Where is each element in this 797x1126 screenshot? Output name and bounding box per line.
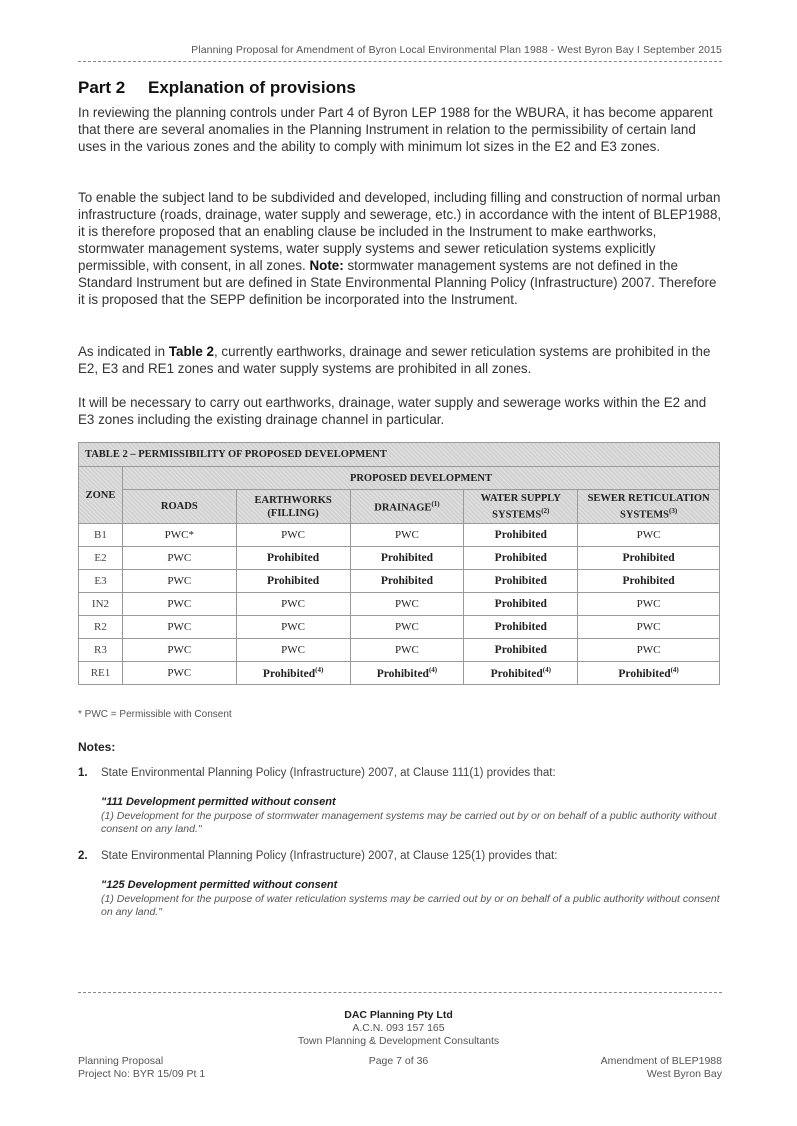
table-cell — [236, 547, 350, 570]
note-2-number: 2. — [78, 850, 88, 862]
cell-value: Prohibited — [376, 667, 429, 680]
table-cell — [578, 570, 720, 593]
paragraph-1: In reviewing the planning controls under Part 4 of Byron LEP 1988 for the WBURA, it has become apparent that there are several anomalies in the Planning Instrument in relation to the permissibility of certain land uses in the various zones and the ability to comply with minimum lot sizes in the E2 and E3 zones. — [78, 105, 713, 154]
paragraph-2-text: To enable the subject land to be subdivided and developed, including filling and construction of normal urban infrastructure (roads, drainage, water supply and sewerage, etc.) in accordance with the intent of BLEP1988, it is therefore proposed that an enabling clause be included in the Instrument to make earthworks, stormwater management systems, water supply systems and sewer reticulation systems explicitly permissible, with consent, in all zones. — [78, 190, 722, 273]
table-cell — [350, 593, 464, 616]
cell-value: PWC — [636, 529, 661, 541]
cell-value: Prohibited — [494, 575, 547, 587]
table-cell — [464, 524, 578, 547]
column-header-sup: (1) — [431, 500, 440, 509]
table-title: TABLE 2 – PERMISSIBILITY OF PROPOSED DEVELOPMENT — [79, 443, 720, 467]
column-header-sup: (3) — [669, 506, 678, 515]
paragraph-3-lead: As indicated in — [78, 344, 166, 359]
note-label: Note: — [309, 258, 344, 273]
note-1-number: 1. — [78, 767, 88, 779]
cell-value: PWC — [636, 598, 661, 610]
cell-footnote-ref: (4) — [315, 666, 324, 675]
footer-tagline: Town Planning & Development Consultants — [297, 1035, 500, 1047]
cell-value: Prohibited — [494, 621, 547, 633]
cell-value: PWC — [636, 621, 661, 633]
cell-footnote-ref: (4) — [428, 666, 438, 675]
table-cell — [578, 524, 720, 547]
table-cell — [350, 547, 464, 570]
note-1-quote-body: (1) Development for the purpose of stormwater management systems may be carried out by or on behalf of a public authority without consent on any land." — [101, 810, 717, 835]
table-cell — [350, 639, 464, 662]
footer-company: DAC Planning Pty Ltd — [344, 1009, 453, 1021]
footer-divider — [78, 992, 722, 993]
table-cell — [578, 547, 720, 570]
table-cell — [122, 639, 236, 662]
footer-amendment: Amendment of BLEP1988 — [600, 1055, 722, 1067]
column-header — [578, 490, 720, 524]
cell-value: PWC — [281, 621, 306, 633]
table-cell — [236, 616, 350, 639]
footer-project-no: Project No: BYR 15/09 Pt 1 — [78, 1068, 206, 1080]
table-cell — [236, 524, 350, 547]
table-cell — [122, 570, 236, 593]
table-cell — [122, 662, 236, 685]
table-body — [79, 524, 720, 685]
header-divider — [78, 61, 722, 62]
section-title — [78, 78, 356, 98]
cell-value: PWC — [395, 621, 419, 633]
column-header-sup: (2) — [541, 506, 550, 515]
column-header — [350, 490, 464, 524]
table-cell — [578, 662, 720, 685]
column-header-label: SEWER RETICULATION SYSTEMS — [587, 492, 710, 521]
table-footnote: * PWC = Permissible with Consent — [78, 709, 232, 720]
table-cell — [122, 524, 236, 547]
table-cell — [464, 547, 578, 570]
zone-cell: E2 — [79, 547, 123, 570]
column-header-label: EARTHWORKS (FILLING) — [254, 494, 332, 519]
note-1-text: State Environmental Planning Policy (Infrastructure) 2007, at Clause 111(1) provides that: — [101, 767, 556, 779]
section-heading: Explanation of provisions — [148, 78, 356, 97]
footer-doc-type: Planning Proposal — [78, 1055, 164, 1067]
cell-value: PWC — [167, 598, 192, 610]
footer-location: West Byron Bay — [646, 1068, 722, 1080]
cell-value: Prohibited — [494, 529, 547, 541]
paragraph-3 — [78, 343, 723, 377]
cell-value: PWC — [281, 598, 306, 610]
zone-header: ZONE — [79, 467, 123, 524]
zone-cell: R3 — [79, 639, 123, 662]
cell-value: PWC — [281, 644, 306, 656]
table-row — [79, 639, 720, 662]
cell-value: Prohibited — [267, 575, 320, 587]
cell-value: Prohibited — [494, 552, 547, 564]
group-header: PROPOSED DEVELOPMENT — [122, 467, 719, 490]
note-2-text: State Environmental Planning Policy (Infrastructure) 2007, at Clause 125(1) provides that: — [101, 850, 558, 862]
zone-cell: IN2 — [79, 593, 123, 616]
table-row — [79, 570, 720, 593]
footer-acn: A.C.N. 093 157 165 — [352, 1022, 445, 1034]
cell-footnote-ref: (4) — [542, 666, 551, 675]
table-row — [79, 524, 720, 547]
paragraph-2-note: stormwater management systems are not defined in the Standard Instrument but are defined in State Environmental Planning Policy (Infrastructure) 2007. Therefore it is proposed that the SEPP definition be incorporated into the Instrument. — [78, 258, 717, 307]
cell-value: Prohibited — [618, 667, 671, 680]
cell-value: Prohibited — [262, 667, 316, 680]
column-header — [122, 490, 236, 524]
cell-value: PWC — [395, 644, 419, 656]
table-cell — [350, 570, 464, 593]
table-cell — [236, 639, 350, 662]
table-cell — [122, 616, 236, 639]
table-cell — [122, 547, 236, 570]
table-row — [79, 662, 720, 685]
cell-value: Prohibited — [622, 575, 675, 587]
column-header-label: WATER SUPPLY SYSTEMS — [480, 492, 561, 521]
zone-cell: B1 — [79, 524, 123, 547]
table-cell — [578, 616, 720, 639]
cell-value: PWC — [281, 529, 306, 541]
zone-cell: R2 — [79, 616, 123, 639]
table-cell — [464, 639, 578, 662]
table-reference: Table 2 — [168, 344, 214, 359]
table-cell — [464, 616, 578, 639]
cell-value: Prohibited — [490, 667, 543, 680]
cell-value: PWC — [167, 621, 192, 633]
table-cell — [122, 593, 236, 616]
section-number: Part 2 — [78, 78, 126, 97]
table-cell — [236, 593, 350, 616]
cell-value: PWC — [167, 644, 192, 656]
table-cell — [464, 593, 578, 616]
cell-value: PWC — [395, 529, 419, 541]
paragraph-3-text: , currently earthworks, drainage and sewer reticulation systems are prohibited in the E2, E3 and RE1 zones and water supply systems are prohibited in all zones. — [78, 344, 711, 376]
column-header-label: ROADS — [160, 501, 198, 512]
table-row — [79, 547, 720, 570]
paragraph-2 — [78, 189, 723, 308]
column-header — [464, 490, 578, 524]
column-header — [236, 490, 350, 524]
cell-value: PWC* — [164, 529, 194, 541]
column-header-label: DRAINAGE — [374, 502, 432, 514]
table-row — [79, 616, 720, 639]
note-1-quote-heading: "111 Development permitted without consent — [101, 796, 336, 808]
table-cell — [350, 616, 464, 639]
note-2-quote-body: (1) Development for the purpose of water reticulation systems may be carried out by or on behalf of a public authority without consent on any land." — [101, 893, 720, 918]
cell-value: PWC — [167, 667, 192, 679]
running-header: Planning Proposal for Amendment of Byron Local Environmental Plan 1988 - West Byron Bay I September 2015 — [191, 44, 722, 56]
table-cell — [578, 593, 720, 616]
cell-value: Prohibited — [267, 552, 320, 564]
cell-value: Prohibited — [494, 644, 547, 656]
zone-cell: E3 — [79, 570, 123, 593]
table-cell — [464, 570, 578, 593]
table-cell — [578, 639, 720, 662]
cell-value: Prohibited — [494, 598, 547, 610]
table-cell — [350, 524, 464, 547]
cell-value: PWC — [167, 552, 192, 564]
cell-value: Prohibited — [380, 575, 434, 587]
cell-value: PWC — [167, 575, 192, 587]
cell-value: PWC — [636, 644, 661, 656]
zone-cell: RE1 — [79, 662, 123, 685]
table-cell — [236, 570, 350, 593]
cell-footnote-ref: (4) — [670, 666, 679, 675]
notes-heading: Notes: — [78, 740, 116, 754]
table-cell — [236, 662, 350, 685]
table-cell — [350, 662, 464, 685]
permissibility-table — [78, 442, 720, 685]
table-cell — [464, 662, 578, 685]
column-header-row — [79, 490, 720, 524]
table-row — [79, 593, 720, 616]
cell-value: Prohibited — [622, 552, 675, 564]
cell-value: PWC — [395, 598, 419, 610]
paragraph-4: It will be necessary to carry out earthworks, drainage, water supply and sewerage works within the E2 and E3 zones including the existing drainage channel in particular. — [78, 395, 707, 427]
note-2-quote-heading: "125 Development permitted without consent — [101, 879, 338, 891]
cell-value: Prohibited — [380, 552, 434, 564]
footer-page-number: Page 7 of 36 — [368, 1055, 429, 1067]
